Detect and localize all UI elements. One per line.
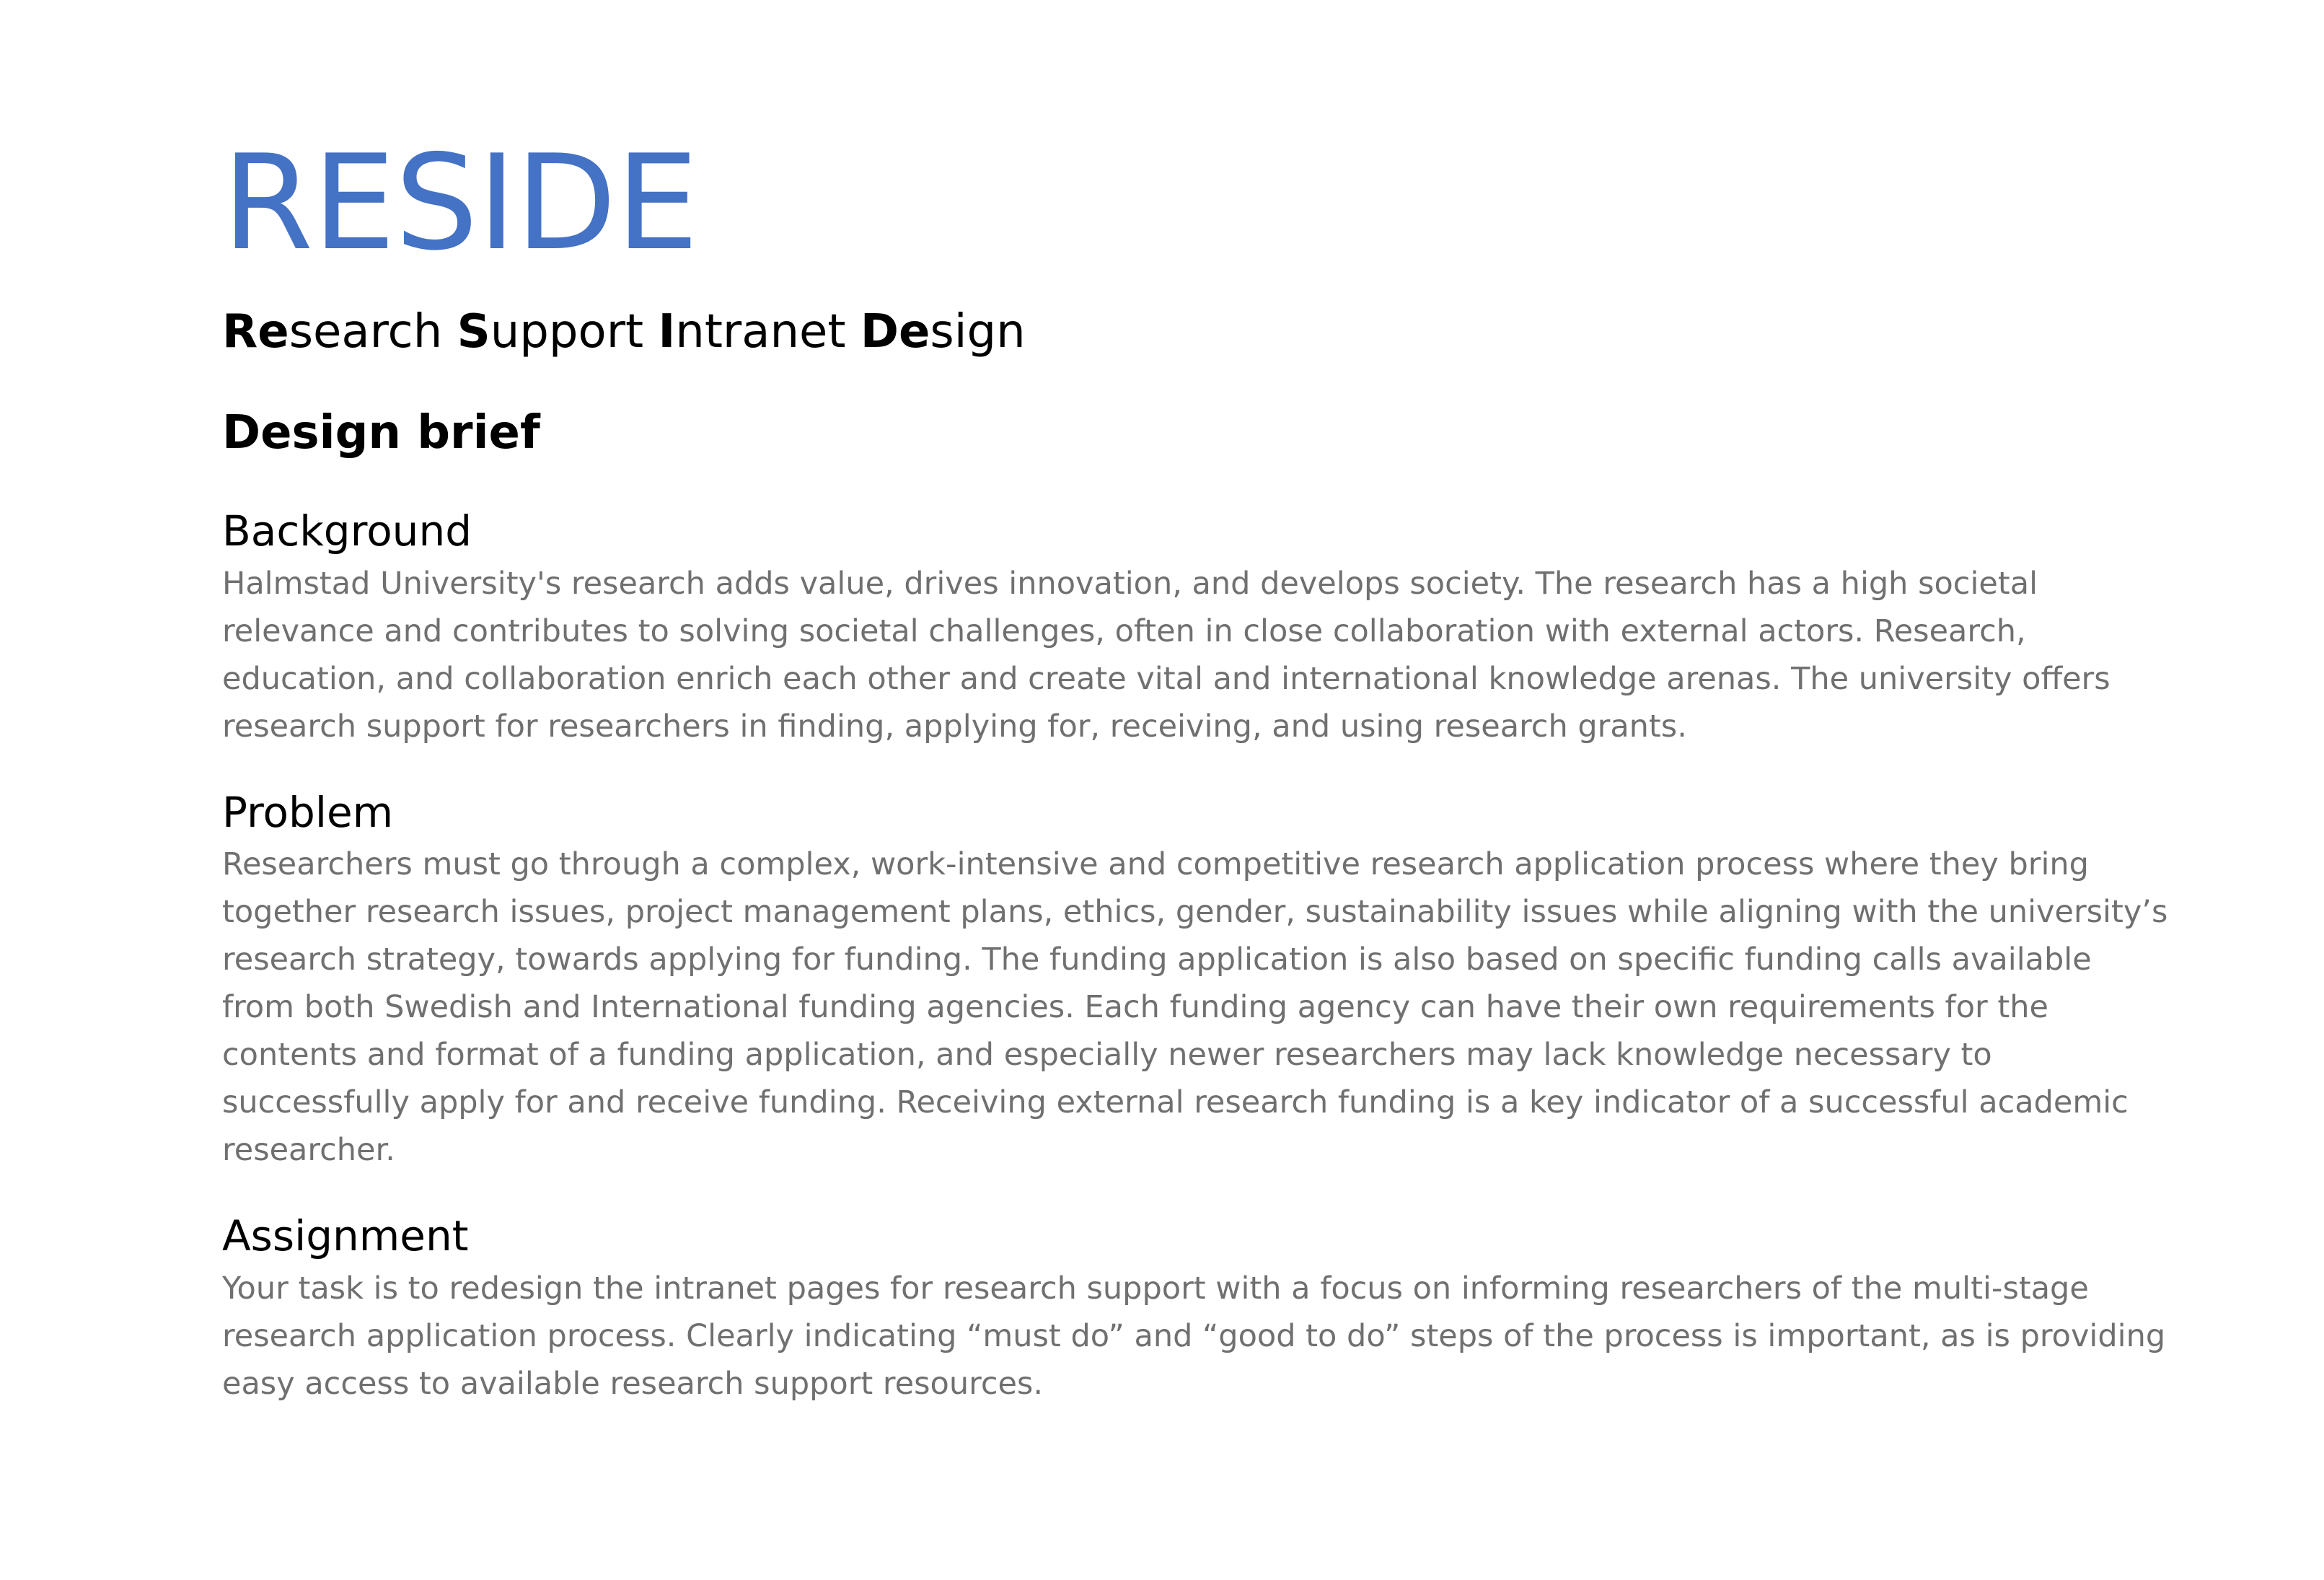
section-problem (222, 788, 2170, 1175)
section-body: Researchers must go through a complex, work-intensive and competitive research application process where they bring together research issues, project management plans, ethics, gender, sustainability issues while aligning with the university’s research strategy, towards applying for funding. The funding application is also based on specific funding calls available from both Swedish and International funding agencies. Each funding agency can have their own requirements for the contents and format of a funding application, and especially newer researchers may lack knowledge necessary to successfully apply for and receive funding. Receiving external research funding is a key indicator of a successful academic researcher. (222, 846, 2168, 1169)
subtitle-bold-3: De (860, 305, 930, 359)
section-assignment (222, 1211, 2170, 1408)
section-heading: Problem (222, 787, 394, 837)
section-body: Your task is to redesign the intranet pages for research support with a focus on informing researchers of the multi-stage research application process. Clearly indicating “must do” and “good to do” steps of the process is important, as is providing easy access to available research support resources. (222, 1270, 2166, 1402)
document-page (222, 126, 2170, 1408)
section-heading: Assignment (222, 1211, 469, 1261)
subtitle-bold-2: I (658, 305, 676, 359)
subtitle-rest-3: sign (930, 305, 1026, 359)
subtitle-rest-0: search (289, 305, 457, 359)
document-title: RESIDE (222, 126, 698, 279)
subtitle-bold-1: S (457, 305, 490, 359)
section-body: Halmstad University's research adds value, drives innovation, and develops society. The research has a high societal relevance and contributes to solving societal challenges, often in close collaboration with external actors. Research, education, and collaboration enrich each other and create vital and international knowledge arenas. The university offers research support for researchers in finding, applying for, receiving, and using research grants. (222, 565, 2110, 745)
subtitle-rest-1: upport (490, 305, 659, 359)
section-background (222, 506, 2170, 750)
brief-heading: Design brief (222, 406, 540, 460)
section-heading: Background (222, 506, 472, 556)
subtitle-bold-0: Re (222, 305, 289, 359)
subtitle-rest-2: ntranet (675, 305, 861, 359)
document-subtitle (222, 305, 2170, 359)
